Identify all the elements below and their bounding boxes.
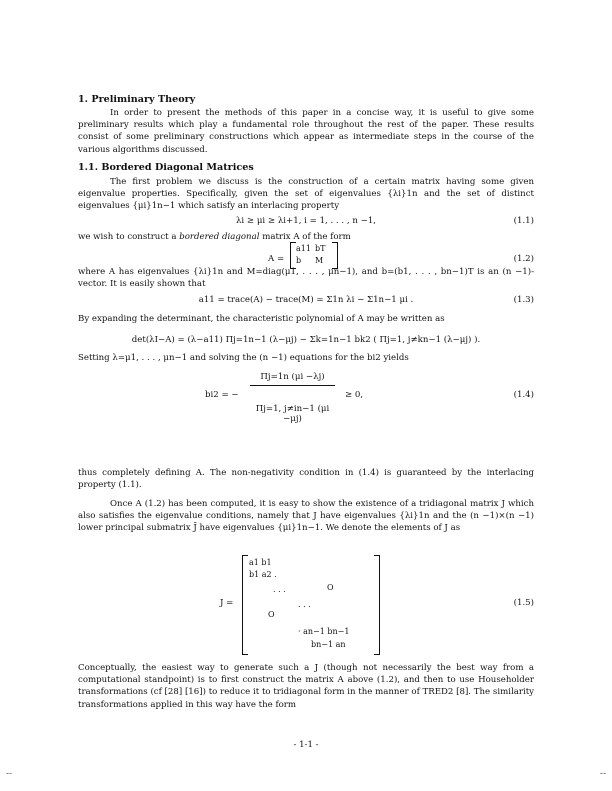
paragraph-5: Setting λ=μ1, . . . , μn−1 and solving the (n −1) equations for the bi2 yields [78,353,409,363]
footer-mark-left: -- [6,769,13,779]
paragraph-3: where A has eigenvalues {λi}1n and M=diag(μ1, . . . , μn−1), and b=(b1, . . . , bn−1)T is an (n −1)-vector. It is easily shown that [78,267,534,290]
matrix-cell: O [327,583,334,592]
matrix-A [290,242,338,269]
equation-rhs: ≥ 0, [345,390,364,400]
paragraph-8: Conceptually, the easiest way to generate such a J (though not necessarily the best way from a computational standpoint) is to first construct the matrix A above (1.2), and then to use Householder transformations (cf [28] [16]) to reduce it to tridiagonal form in the manner of TRED2 [8]. The similarity transformations applied in this way have the form [78,663,534,710]
equation-1-1: λi ≥ μi ≥ λi+1, i = 1, . . . , n −1, [235,216,377,226]
matrix-cell: . . . [298,600,311,609]
paragraph-1: The first problem we discuss is the construction of a certain matrix having some given eigenvalue properties. Specifically, given the set of eigenvalues {λi}1n and the set of distinct eigenvalues {μi}1n−1 which satisfy an interlacing property [78,177,534,212]
text: we wish to construct a [78,232,180,242]
subsection-heading: 1.1. Bordered Diagonal Matrices [78,162,254,173]
matrix-cell: M [315,256,324,265]
intro-paragraph: In order to present the methods of this paper in a concise way, it is useful to give some preliminary results which play a fundamental role throughout the rest of the paper. These results consist of some preliminary constructions which appear as intermediate steps in the course of the various algorithms discussed. [78,108,534,155]
matrix-cell: · an−1 bn−1 [298,627,350,636]
equation-number: (1.5) [513,598,534,608]
matrix-cell: b [296,256,302,265]
equation-number: (1.4) [513,390,534,400]
matrix-cell: a1 b1 [249,558,272,567]
matrix-cell: bT [315,244,326,253]
matrix-J [242,555,380,655]
matrix-cell: . . . [273,585,286,594]
footer-mark-right: -- [599,769,606,779]
matrix-cell: bn−1 an [311,640,346,649]
fraction-denominator: Πj=1, j≠in−1 (μi −μj) [255,404,330,424]
matrix-cell: O [268,610,275,619]
equation-number: (1.3) [513,295,534,305]
paragraph-4: By expanding the determinant, the characteristic polynomial of A may be written as [78,314,445,324]
equation-det: det(λI−A) = (λ−a11) Πj=1n−1 (λ−μj) − Σk=1n−1 bk2 ( Πj=1, j≠kn−1 (λ−μj) ). [131,335,481,345]
equation-lhs: J = [220,598,234,608]
matrix-cell: b1 a2 . [249,570,277,579]
page-number: - 1-1 - [293,740,319,750]
section-heading: 1. Preliminary Theory [78,94,196,105]
text: matrix A of the form [259,232,351,242]
paragraph-6: thus completely defining A. The non-negativity condition in (1.4) is guaranteed by the interlacing property (1.1). [78,468,534,491]
paragraph-7: Once A (1.2) has been computed, it is easy to show the existence of a tridiagonal matrix J which also satisfies the eigenvalue conditions, namely that J have eigenvalues {λi}1n and the (n −1)×(n −1) lower principal submatrix J̄ have eigenvalues {μi}1n−1. We denote the elements of J as [78,499,534,534]
equation-1-3: a11 = trace(A) − trace(M) = Σ1n λi − Σ1n−1 μi . [198,295,414,305]
emphasis: bordered diagonal [179,232,260,242]
equation-number: (1.2) [513,254,534,264]
equation-lhs: A = [268,254,285,264]
fraction-numerator: Πj=1n (μi −λj) [250,372,335,386]
matrix-cell: a11 [296,244,311,253]
equation-number: (1.1) [513,216,534,226]
equation-lhs: bi2 = − [205,390,239,400]
